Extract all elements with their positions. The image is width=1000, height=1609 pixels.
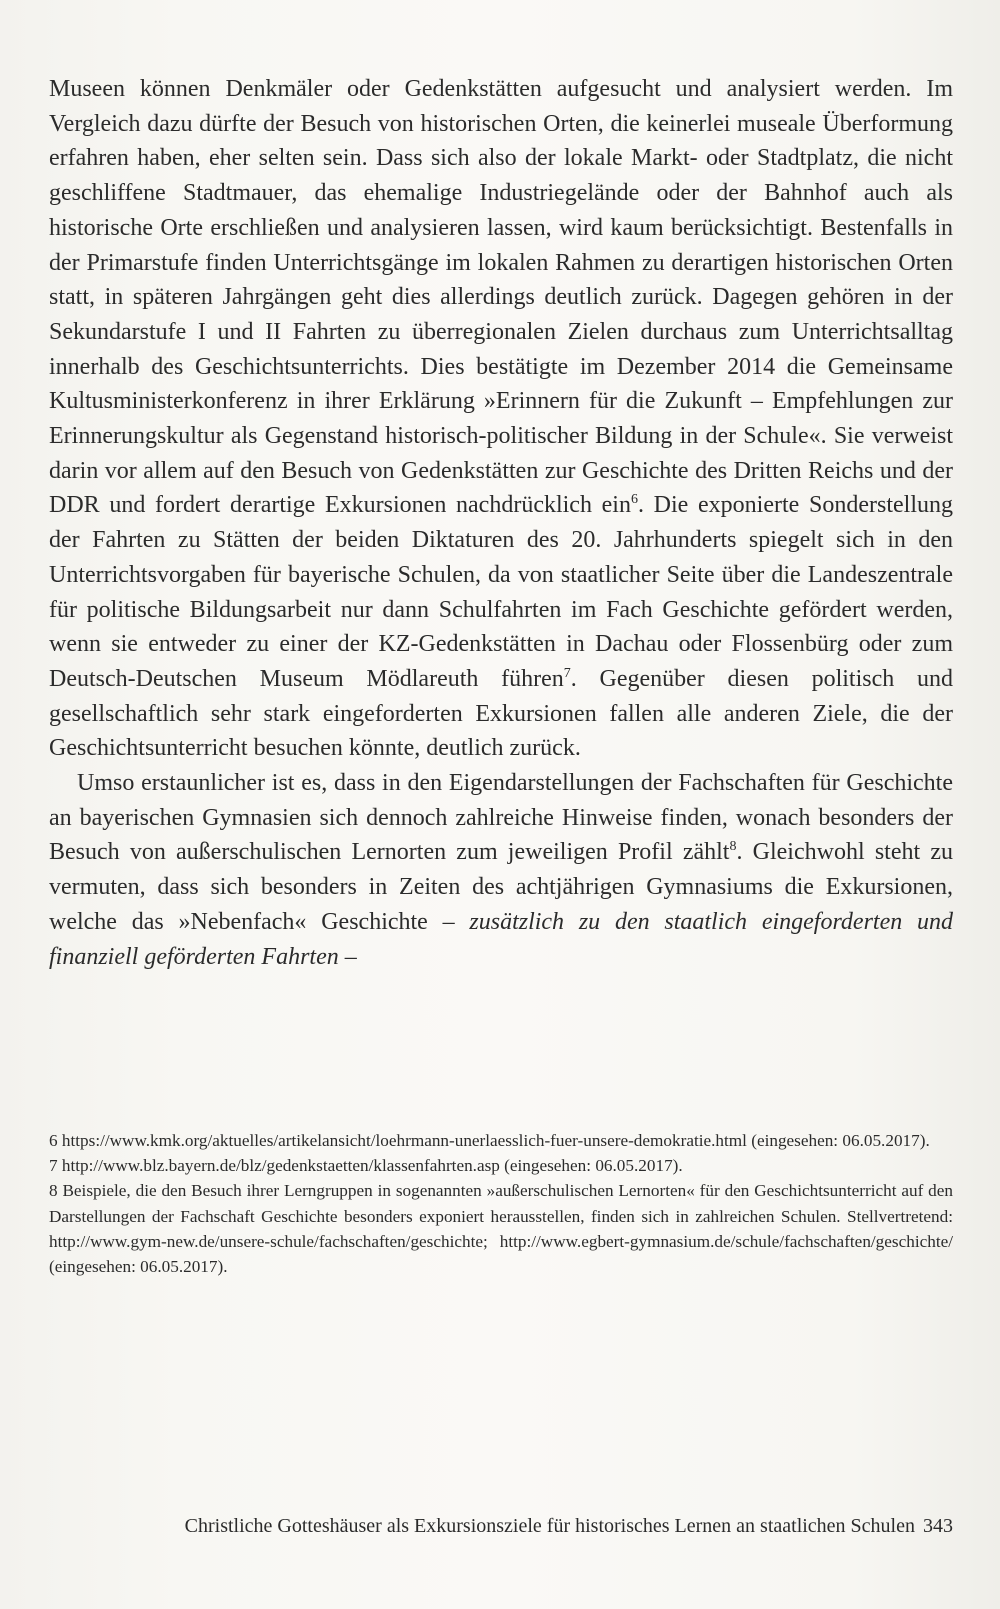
paragraph-1-text-2: . Die exponierte Sonderstellung der Fahrten zu Stätten der beiden Diktaturen des 20. Jahrhunderts spiegelt sich in den Unterrichtsvorgaben für bayerische Schulen, da von staatlicher Seite über die Landeszentrale für politische Bildungsarbeit nur dann Schulfahrten im Fach Geschichte gefördert werden, wenn sie entweder zu einer der KZ-Gedenkstätten in Dachau oder Flossenbürg oder zum Deutsch-Deutschen Museum Mödlareuth führen bbox=[49, 492, 953, 692]
italic-phrase: – zusätzlich zu den staatlich eingeforderten und finanziell geförderten Fahrten – bbox=[49, 908, 954, 970]
paragraph-1-text-1: Museen können Denkmäler oder Gedenkstätten aufgesucht und analysiert werden. Im Vergleich dazu dürfte der Besuch von historischen Orten, die keinerlei museale Überformung erfahren haben, eher selten sein. Dass sich also der lokale Markt- oder Stadtplatz, die nicht geschliffene Stadtmauer, das ehemalige Industriegelände oder der Bahnhof auch als historische Orte erschließen und analysieren lassen, wird kaum berücksichtigt. Bestenfalls in der Primarstufe finden Unterrichtsgänge im lokalen Rahmen zu derartigen historischen Orten statt, in späteren Jahrgängen geht dies allerdings deutlich zurück. Dagegen gehören in der Sekundarstufe I und II Fahrten zu überregionalen Zielen durchaus zum Unterrichtsalltag innerhalb des Geschichtsunterrichts. Dies bestätigte im Dezember 2014 die Gemeinsame Kultusministerkonferenz in ihrer Erklärung »Erinnern für die Zukunft – Empfehlungen zur Erinnerungskultur als Gegenstand historisch-politischer Bildung in der Schule«. Sie verweist darin vor allem auf den Besuch von Gedenkstätten zur Geschichte des Dritten Reichs und der DDR und fordert derartige Exkursionen nachdrücklich ein bbox=[49, 76, 953, 519]
footnote-text: http://www.blz.bayern.de/blz/gedenkstaetten/klassenfahrten.asp (eingesehen: 06.05.2017). bbox=[61, 1156, 683, 1176]
footnote-text: Beispiele, die den Besuch ihrer Lerngruppen in sogenannten »außerschulischen Lernorten« für den Geschichtsunterricht auf den Darstellungen der Fachschaft Geschichte besonders exponiert herausstellen, finden sich in zahlreichen Schulen. Stellvertretend: http://www.gym-new.de/unsere-schule/fachschaften/geschichte; http://www.egbert-gymnasium.de/schule/fachschaften/geschichte/ (eingesehen: 06.05.2017). bbox=[49, 1181, 953, 1277]
paragraph-2-text-2: . Gleichwohl steht zu vermuten, dass sich besonders in Zeiten des achtjährigen Gymnasiums die Exkursionen, welche das »Nebenfach« Geschichte bbox=[49, 839, 953, 935]
page-footer bbox=[77, 1512, 953, 1540]
footnote-reference-8: 8 bbox=[729, 839, 737, 855]
footnote-reference-6: 6 bbox=[630, 492, 638, 508]
body-paragraph-2 bbox=[49, 766, 953, 974]
paragraph-1-text-3: . Gegenüber diesen politisch und gesellschaftlich sehr stark eingeforderten Exkursionen fallen alle anderen Ziele, die der Geschichtsunterricht besuchen könnte, deutlich zurück. bbox=[49, 665, 954, 762]
main-text bbox=[49, 72, 953, 974]
footnote-text: https://www.kmk.org/aktuelles/artikelansicht/loehrmann-unerlaesslich-fuer-unsere-demokratie.html (eingesehen: 06.05.2017). bbox=[61, 1131, 930, 1150]
paragraph-2-text-1: Umso erstaunlicher ist es, dass in den Eigendarstellungen der Fachschaften für Geschichte an bayerischen Gymnasien sich dennoch zahlreiche Hinweise finden, wonach besonders der Besuch von außerschulischen Lernorten zum jeweiligen Profil zählt bbox=[49, 770, 953, 866]
body-paragraph-1 bbox=[49, 72, 953, 766]
footnote-reference-7: 7 bbox=[563, 665, 571, 681]
footnote-number: 6 bbox=[49, 1131, 58, 1150]
footnote-6 bbox=[49, 1128, 953, 1153]
footnotes-section bbox=[49, 1128, 953, 1279]
running-title: Christliche Gotteshäuser als Exkursionsziele für historisches Lernen an staatlichen Schulen bbox=[184, 1515, 915, 1537]
footnote-7 bbox=[49, 1153, 953, 1178]
footnote-8 bbox=[49, 1178, 953, 1279]
footnote-number: 7 bbox=[49, 1156, 58, 1176]
page-number: 343 bbox=[923, 1515, 953, 1537]
footnote-number: 8 bbox=[49, 1181, 58, 1201]
